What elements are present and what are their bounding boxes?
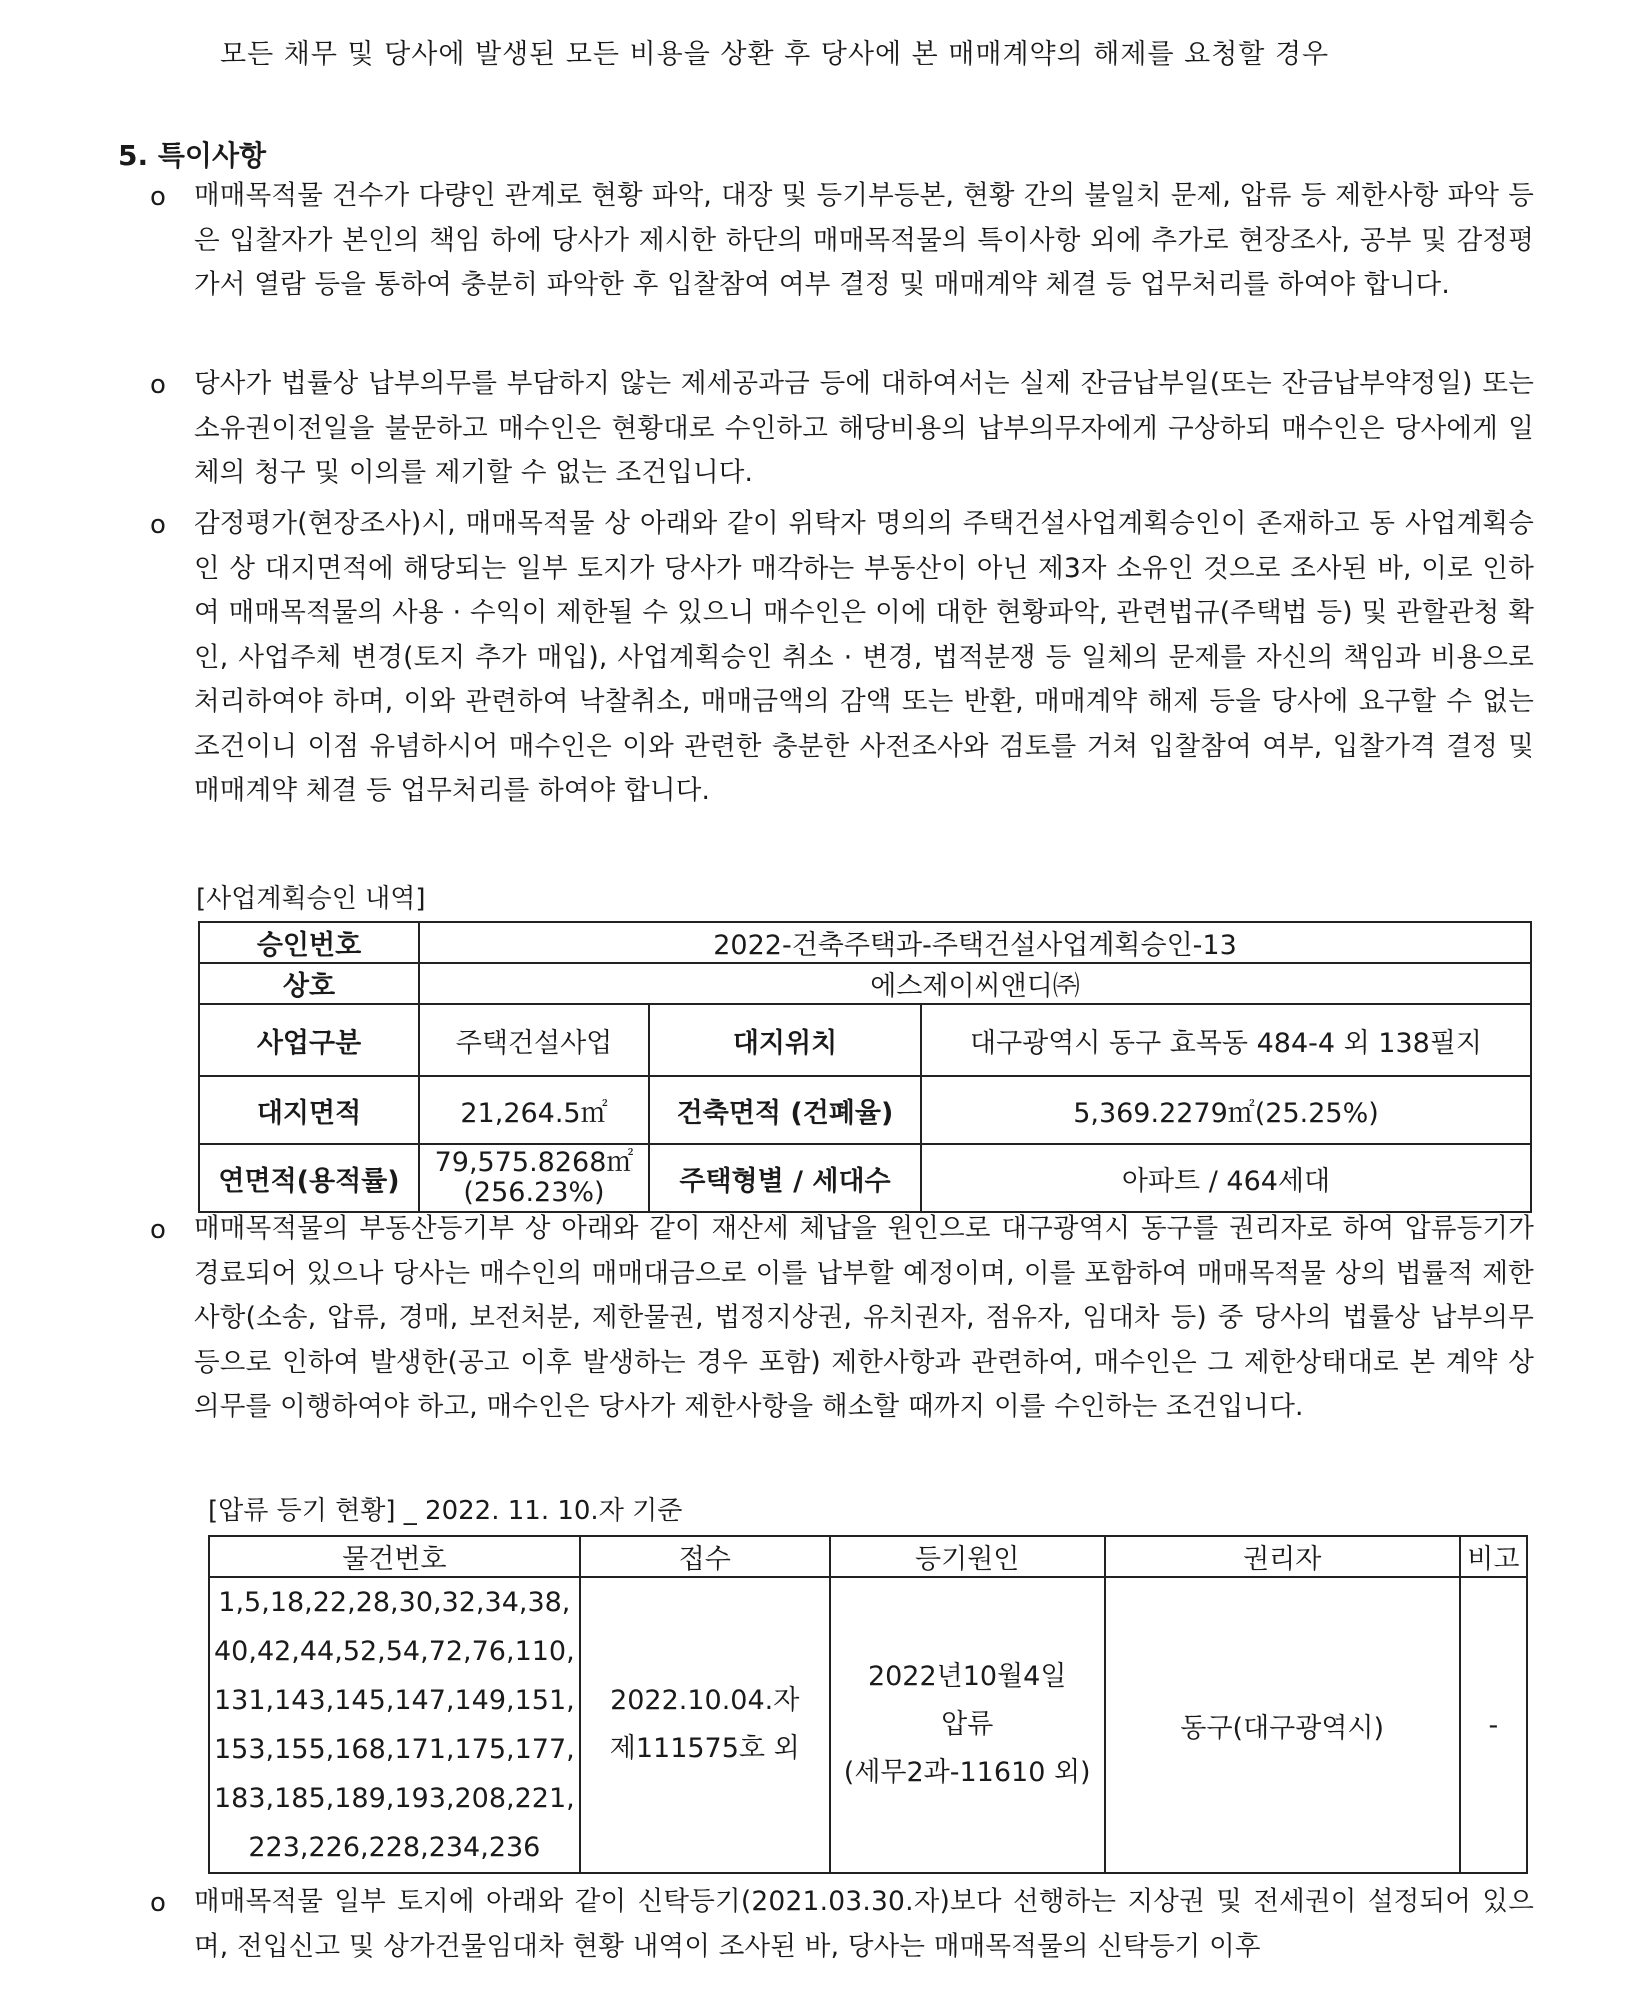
header-item-number: 물건번호 [209,1536,580,1577]
site-location-value: 대구광역시 동구 효목동 484-4 외 138필지 [921,1004,1531,1076]
note-cell: - [1460,1577,1527,1873]
continued-clause-line: 모든 채무 및 당사에 발생된 모든 비용을 상환 후 당사에 본 매매계약의 해제를 요청할 경우 [220,39,1330,70]
cause-date: 2022년10월4일 [867,1661,1067,1692]
approval-no-label: 승인번호 [199,922,419,963]
floor-ratio-value: (256.23%) [463,1177,605,1208]
receipt-number: 제111575호 외 [609,1733,800,1764]
bullet-marker: o [150,1215,166,1245]
site-location-label: 대지위치 [649,1004,921,1076]
biz-type-value: 주택건설사업 [419,1004,649,1076]
paragraph-text: 당사가 법률상 납부의무를 부담하지 않는 제세공과금 등에 대하여서는 실제 잔금납부일(또는 잔금납부약정일) 또는 소유권이전일을 불문하고 매수인은 현황대로 수인하고 해당비용의 납부의무자에게 구상하되 매수인은 당사에게 일체의 청구 및 이의를 제기할 수 없는 조건입니다. [194,368,1534,488]
site-area-label: 대지면적 [199,1076,419,1144]
floor-area-label: 연면적(용적률) [199,1144,419,1212]
seizure-caption: [압류 등기 현황] _ 2022. 11. 10.자 기준 [208,1496,683,1526]
housing-value: 아파트 / 464세대 [921,1144,1531,1212]
table-row [209,1577,1527,1873]
floor-area-cell [419,1144,649,1212]
company-value: 에스제이씨앤디㈜ [419,963,1531,1004]
seizure-table [208,1535,1528,1874]
bullet-marker: o [150,510,166,540]
paragraph-text: 매매목적물의 부동산등기부 상 아래와 같이 재산세 체납을 원인으로 대구광역시 동구를 권리자로 하여 압류등기가 경료되어 있으나 당사는 매수인의 매매대금으로 이를 납부할 예정이며, 이를 포함하여 매매목적물 상의 법률적 제한사항(소송, 압류, 경매, 보전처분, 제한물권, 법정지상권, 유치권자, 점유자, 임대차 등) 중 당사의 법률상 납부의무 등으로 인하여 발생한(공고 이후 발생하는 경우 포함) 제한사항과 관련하여, 매수인은 그 제한상태대로 본 계약 상 의무를 이행하여야 하고, 매수인은 당사가 제한사항을 해소할 때까지 이를 수인하는 조건입니다. [194,1213,1534,1422]
header-receipt: 접수 [580,1536,830,1577]
paragraph-text: 매매목적물 건수가 다량인 관계로 현황 파악, 대장 및 등기부등본, 현황 간의 불일치 문제, 압류 등 제한사항 파악 등은 입찰자가 본인의 책임 하에 당사가 제시한 하단의 매매목적물의 특이사항 외에 추가로 현장조사, 공부 및 감정평가서 열람 등을 통하여 충분히 파악한 후 입찰참여 여부 결정 및 매매계약 체결 등 업무처리를 하여야 합니다. [194,180,1534,300]
paragraph-text: 감정평가(현장조사)시, 매매목적물 상 아래와 같이 위탁자 명의의 주택건설사업계획승인이 존재하고 동 사업계획승인 상 대지면적에 해당되는 일부 토지가 당사가 매각하는 부동산이 아닌 제3자 소유인 것으로 조사된 바, 이로 인하여 매매목적물의 사용 · 수익이 제한될 수 있으니 매수인은 이에 대한 현황파악, 관련법규(주택법 등) 및 관할관청 확인, 사업주체 변경(토지 추가 매입), 사업계획승인 취소 · 변경, 법적분쟁 등 일체의 문제를 자신의 책임과 비용으로 처리하여야 하며, 이와 관련하여 낙찰취소, 매매금액의 감액 또는 반환, 매매계약 해제 등을 당사에 요구할 수 없는 조건이니 이점 유념하시어 매수인은 이와 관련한 충분한 사전조사와 검토를 거쳐 입찰참여 여부, 입찰가격 결정 및 매매계약 체결 등 업무처리를 하여야 합니다. [194,508,1534,806]
header-holder: 권리자 [1105,1536,1460,1577]
company-label: 상호 [199,963,419,1004]
receipt-cell [580,1577,830,1873]
section-title: 5. 특이사항 [118,139,267,172]
site-area-value: 21,264.5㎡ [419,1076,649,1144]
item-number-line: 183,185,189,193,208,221, [214,1783,575,1814]
bullet-marker: o [150,370,166,400]
bullet-marker: o [150,1888,166,1918]
housing-label: 주택형별 / 세대수 [649,1144,921,1212]
item-number-line: 1,5,18,22,28,30,32,34,38, [218,1587,571,1618]
approval-no-value: 2022-건축주택과-주택건설사업계획승인-13 [419,922,1531,963]
item-number-line: 223,226,228,234,236 [248,1832,541,1863]
receipt-date: 2022.10.04.자 [610,1685,800,1716]
building-area-label: 건축면적 (건폐율) [649,1076,921,1144]
seizure-header-row [209,1536,1527,1577]
item-number-line: 131,143,145,147,149,151, [214,1685,575,1716]
header-note: 비고 [1460,1536,1527,1577]
paragraph-text: 매매목적물 일부 토지에 아래와 같이 신탁등기(2021.03.30.자)보다 선행하는 지상권 및 전세권이 설정되어 있으며, 전입신고 및 상가건물임대차 현황 내역이 조사된 바, 당사는 매매목적물의 신탁등기 이후 [194,1886,1534,1962]
building-area-value: 5,369.2279㎡(25.25%) [921,1076,1531,1144]
biz-type-label: 사업구분 [199,1004,419,1076]
approval-caption: [사업계획승인 내역] [196,884,426,914]
cause-reference: (세무2과-11610 외) [843,1757,1091,1788]
cause-cell [830,1577,1105,1873]
cause-type: 압류 [941,1709,994,1740]
approval-table [198,921,1532,1213]
header-cause: 등기원인 [830,1536,1105,1577]
bullet-marker: o [150,182,166,212]
item-number-line: 40,42,44,52,54,72,76,110, [214,1636,575,1667]
holder-cell: 동구(대구광역시) [1105,1577,1460,1873]
item-numbers-cell [209,1577,580,1873]
item-number-line: 153,155,168,171,175,177, [214,1734,575,1765]
floor-area-value: 79,575.8268㎡ [434,1147,634,1178]
